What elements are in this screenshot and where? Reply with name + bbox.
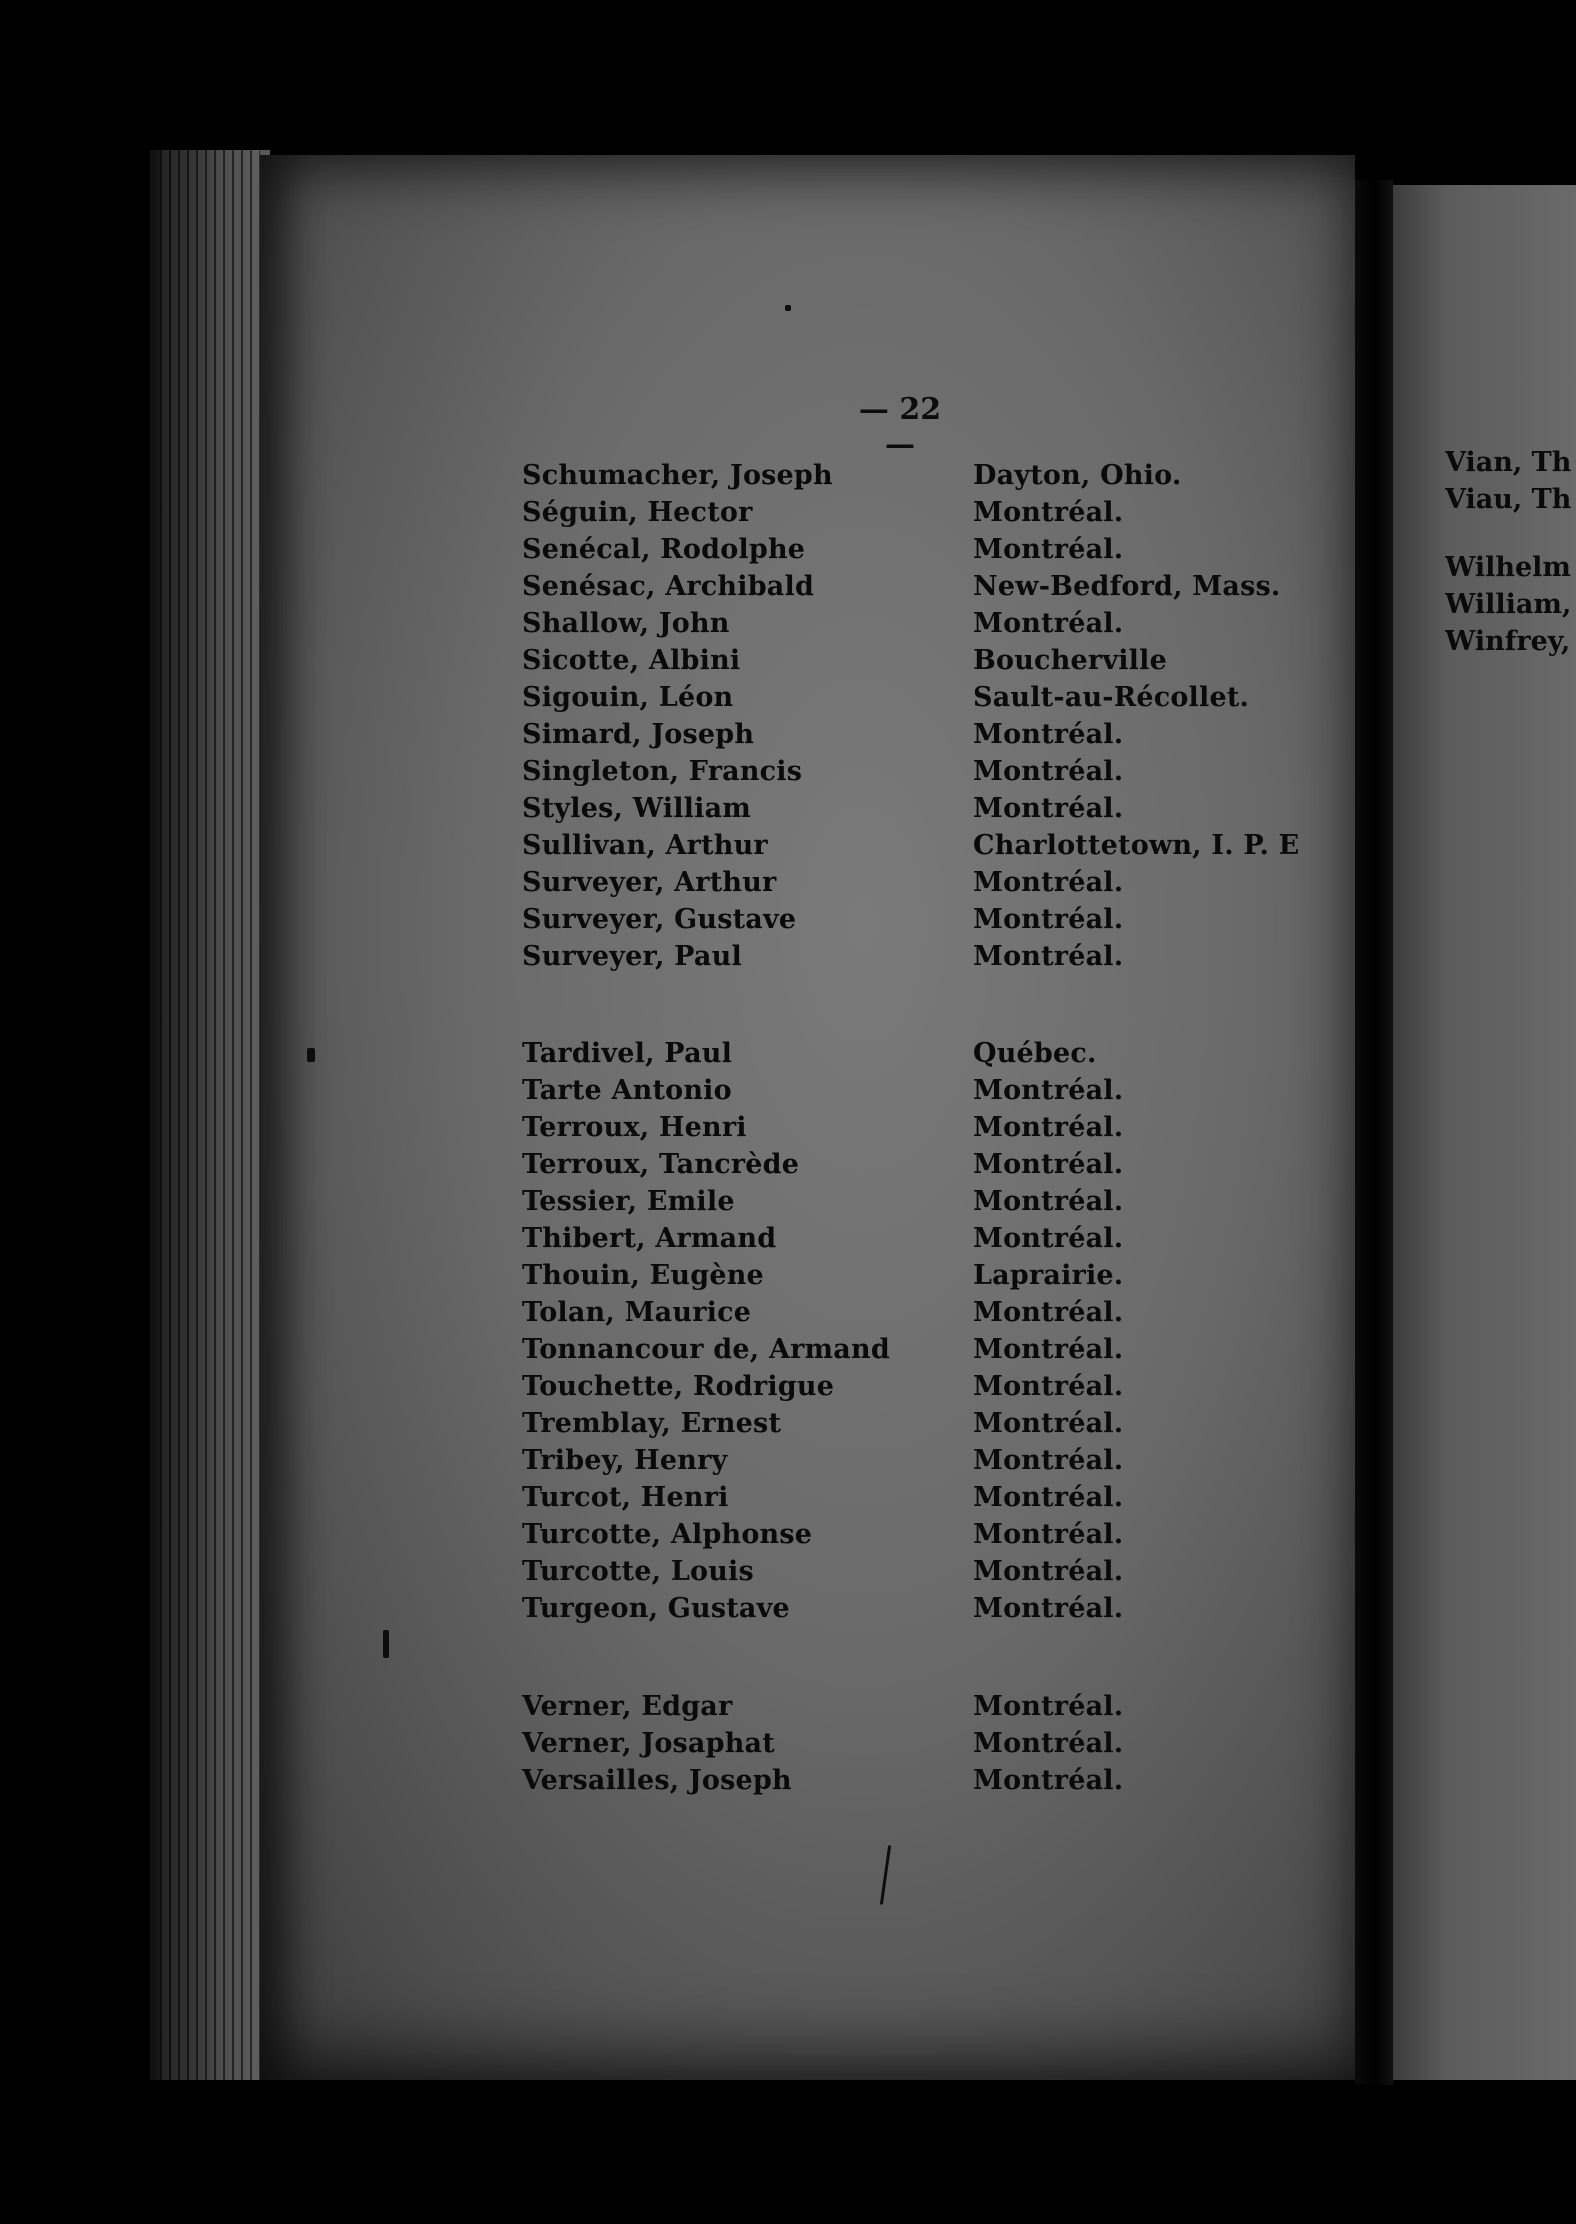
entry-name: Turgeon, Gustave — [522, 1593, 790, 1624]
entry-name: Surveyer, Paul — [522, 941, 742, 972]
entry-place: Montréal. — [973, 1334, 1124, 1365]
entry-place: Montréal. — [973, 1556, 1124, 1587]
entry-place: Montréal. — [973, 608, 1124, 639]
entry-name: Sullivan, Arthur — [522, 830, 768, 861]
entry-place: Montréal. — [973, 1075, 1124, 1106]
entry-name: Tarte Antonio — [522, 1075, 732, 1106]
entry-name: Surveyer, Gustave — [522, 904, 797, 935]
entry-name: Singleton, Francis — [522, 756, 803, 787]
entry-place: Laprairie. — [973, 1260, 1124, 1291]
entry-place: Montréal. — [973, 1482, 1124, 1513]
entry-name: Simard, Joseph — [522, 719, 755, 750]
entry-place: Montréal. — [973, 1765, 1124, 1796]
entry-place: Montréal. — [973, 904, 1124, 935]
entry-name: Surveyer, Arthur — [522, 867, 777, 898]
right-page-line: William, — [1445, 590, 1572, 620]
entry-name: Terroux, Henri — [522, 1112, 747, 1143]
entry-place: Montréal. — [973, 1223, 1124, 1254]
entry-name: Senécal, Rodolphe — [522, 534, 806, 565]
entry-name: Tribey, Henry — [522, 1445, 728, 1476]
entry-place: Montréal. — [973, 941, 1124, 972]
ink-speck — [383, 1630, 389, 1658]
entry-place: Montréal. — [973, 756, 1124, 787]
entry-name: Touchette, Rodrigue — [522, 1371, 835, 1402]
entry-name: Turcot, Henri — [522, 1482, 729, 1513]
entry-name: Thouin, Eugène — [522, 1260, 764, 1291]
entry-name: Tardivel, Paul — [522, 1038, 733, 1069]
entry-place: Montréal. — [973, 1149, 1124, 1180]
entry-name: Turcotte, Alphonse — [522, 1519, 813, 1550]
entry-place: Sault-au-Récollet. — [973, 682, 1250, 713]
entry-place: Dayton, Ohio. — [973, 460, 1182, 491]
right-page-line: Winfrey, — [1445, 627, 1571, 657]
entry-place: Montréal. — [973, 534, 1124, 565]
entry-name: Turcotte, Louis — [522, 1556, 754, 1587]
entry-place: Montréal. — [973, 1728, 1124, 1759]
entry-place: New-Bedford, Mass. — [973, 571, 1281, 602]
entry-name: Terroux, Tancrède — [522, 1149, 800, 1180]
entry-name: Sicotte, Albini — [522, 645, 741, 676]
left-page — [260, 155, 1355, 2080]
entry-place: Montréal. — [973, 1519, 1124, 1550]
entry-place: Montréal. — [973, 867, 1124, 898]
entry-place: Montréal. — [973, 1691, 1124, 1722]
entry-place: Montréal. — [973, 1371, 1124, 1402]
entry-place: Montréal. — [973, 1112, 1124, 1143]
entry-place: Charlottetown, I. P. E — [973, 830, 1300, 861]
ink-speck — [307, 1048, 315, 1062]
entry-name: Tonnancour de, Armand — [522, 1334, 890, 1365]
entry-name: Thibert, Armand — [522, 1223, 777, 1254]
right-page-line: Viau, Th — [1445, 485, 1572, 515]
entry-place: Montréal. — [973, 1408, 1124, 1439]
entry-place: Montréal. — [973, 1297, 1124, 1328]
entry-place: Montréal. — [973, 793, 1124, 824]
entry-name: Styles, William — [522, 793, 752, 824]
entry-name: Tessier, Emile — [522, 1186, 735, 1217]
entry-name: Tolan, Maurice — [522, 1297, 752, 1328]
entry-name: Sigouin, Léon — [522, 682, 734, 713]
entry-name: Tremblay, Ernest — [522, 1408, 782, 1439]
entry-place: Québec. — [973, 1038, 1097, 1069]
entry-name: Schumacher, Joseph — [522, 460, 833, 491]
entry-name: Verner, Josaphat — [522, 1728, 775, 1759]
right-page-line: Wilhelm — [1445, 553, 1571, 583]
ink-speck — [785, 305, 791, 311]
entry-place: Montréal. — [973, 1186, 1124, 1217]
entry-place: Montréal. — [973, 1593, 1124, 1624]
entry-place: Boucherville — [973, 645, 1167, 676]
book-gutter — [1355, 180, 1393, 2085]
entry-name: Shallow, John — [522, 608, 730, 639]
page-edge-lines — [160, 150, 260, 2080]
entry-name: Verner, Edgar — [522, 1691, 733, 1722]
right-page-line: Vian, Th — [1445, 448, 1572, 478]
entry-place: Montréal. — [973, 719, 1124, 750]
entry-name: Séguin, Hector — [522, 497, 753, 528]
page-number: — 22 — — [858, 392, 942, 462]
entry-name: Versailles, Joseph — [522, 1765, 792, 1796]
entry-place: Montréal. — [973, 497, 1124, 528]
entry-place: Montréal. — [973, 1445, 1124, 1476]
entry-name: Senésac, Archibald — [522, 571, 815, 602]
